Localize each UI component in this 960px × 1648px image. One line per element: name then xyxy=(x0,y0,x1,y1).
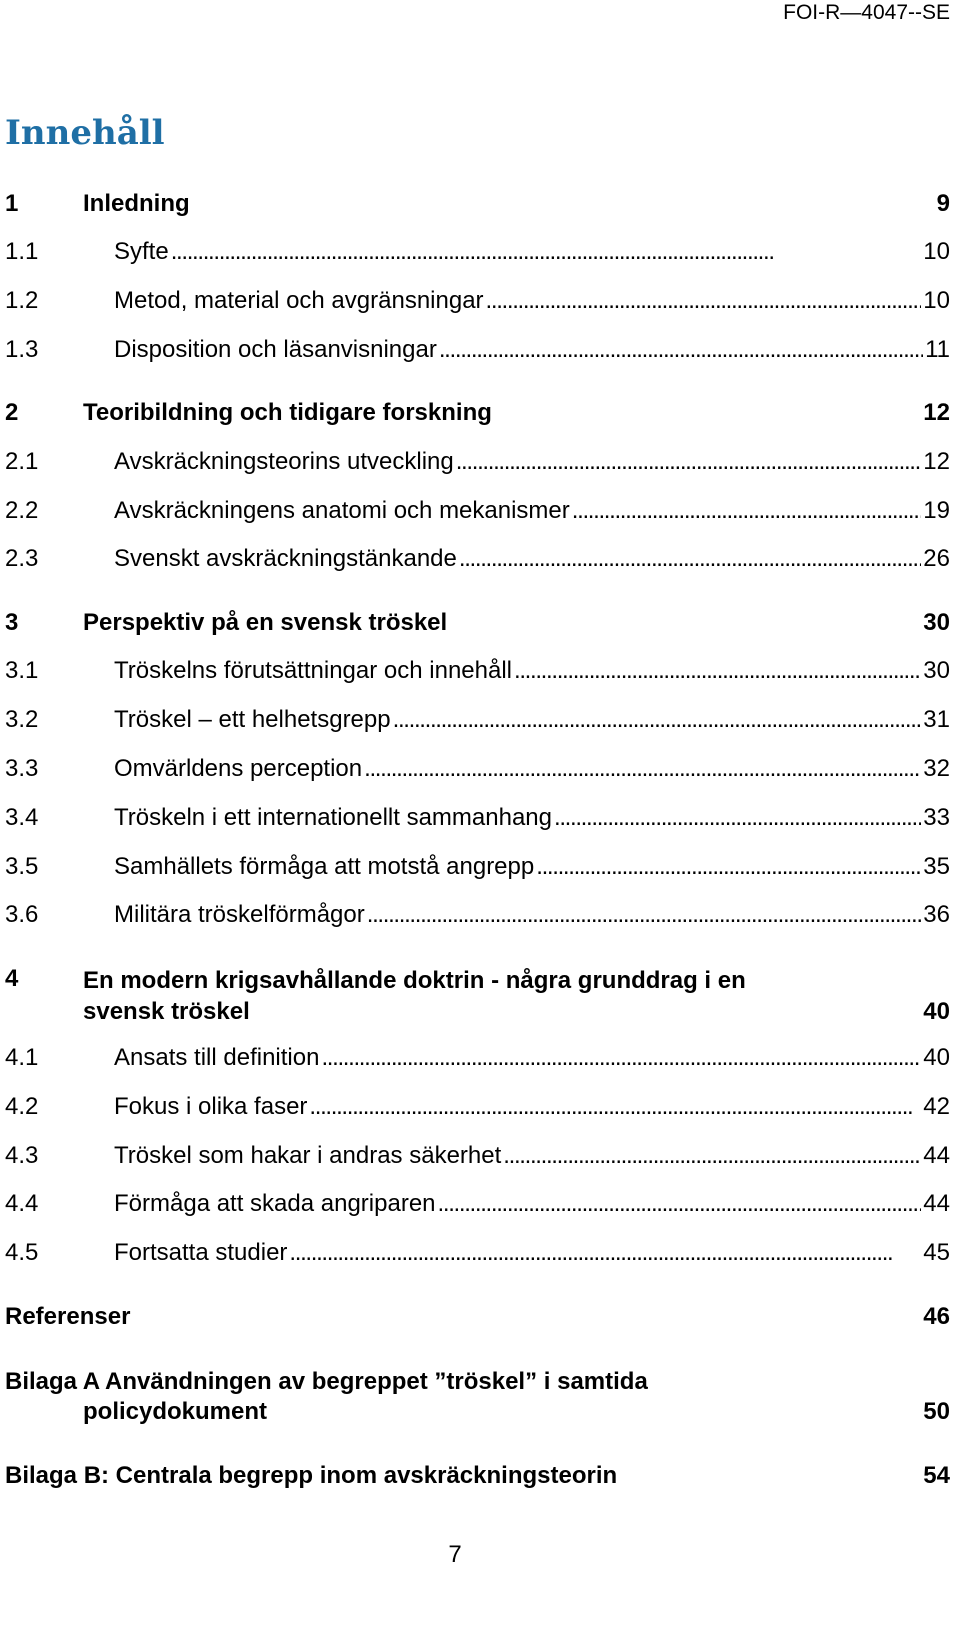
toc-label: Referenser xyxy=(5,1301,132,1333)
toc-page: 12 xyxy=(923,399,950,426)
toc-label: Ansats till definition xyxy=(114,1042,321,1074)
toc-label: Tröskeln i ett internationellt sammanhang xyxy=(114,802,554,834)
toc-label: Tröskel som hakar i andras säkerhet xyxy=(114,1140,503,1172)
toc-label: Svenskt avskräckningstänkande xyxy=(114,543,459,575)
toc-label: Förmåga att skada angriparen xyxy=(114,1188,438,1220)
toc-label: Samhällets förmåga att motstå angrepp xyxy=(114,851,536,883)
toc-leader xyxy=(503,1140,921,1172)
toc-number: 1.2 xyxy=(5,287,39,314)
toc-label: Perspektiv på en svensk tröskel xyxy=(83,607,449,639)
toc-leader xyxy=(439,334,923,366)
toc-leader xyxy=(171,236,922,268)
toc-leader xyxy=(459,543,921,575)
toc-label: Disposition och läsanvisningar xyxy=(114,334,439,366)
toc-page: 44 xyxy=(923,1190,950,1217)
toc-leader xyxy=(367,899,922,931)
toc-page: 31 xyxy=(923,706,950,733)
toc-page: 40 xyxy=(923,998,950,1025)
toc-label: Bilaga B: Centrala begrepp inom avskräckningsteorin xyxy=(5,1460,619,1492)
toc-page: 10 xyxy=(923,287,950,314)
toc-page: 12 xyxy=(923,448,950,475)
toc-page: 10 xyxy=(923,238,950,265)
toc-leader xyxy=(289,1237,921,1269)
toc-number: 4.2 xyxy=(5,1093,39,1120)
toc-number: 3.1 xyxy=(5,657,39,684)
page-number: 7 xyxy=(448,1541,462,1568)
toc-number: 2 xyxy=(5,399,19,426)
toc-leader xyxy=(514,655,921,687)
toc-page: 30 xyxy=(923,609,950,636)
toc-leader xyxy=(309,1091,921,1123)
toc-leader xyxy=(364,753,921,785)
toc-chapter-4[interactable] xyxy=(5,963,950,1027)
toc-number: 4.4 xyxy=(5,1190,39,1217)
toc-leader xyxy=(536,851,921,883)
toc-leader xyxy=(456,446,922,478)
toc-number: 4.1 xyxy=(5,1044,39,1071)
report-code: FOI-R—4047--SE xyxy=(783,1,950,24)
toc-page: 50 xyxy=(923,1398,950,1425)
toc-page: 30 xyxy=(923,657,950,684)
toc-number: 1 xyxy=(5,190,19,217)
toc-leader xyxy=(486,285,922,317)
toc-page: 26 xyxy=(923,545,950,572)
toc-page: 11 xyxy=(925,336,950,363)
toc-number: 2.2 xyxy=(5,497,39,524)
toc-annex-a-line1[interactable]: Bilaga A Användningen av begreppet ”tröskel” i samtida xyxy=(5,1368,648,1395)
toc-label: En modern krigsavhållande doktrin - några grunddrag i en svensk tröskel xyxy=(83,965,825,1027)
toc-number: 1.1 xyxy=(5,238,39,265)
toc-page: 54 xyxy=(923,1462,950,1489)
toc-page: 40 xyxy=(923,1044,950,1071)
toc-page: 45 xyxy=(923,1239,950,1266)
toc-page: 33 xyxy=(923,804,950,831)
toc-label: Tröskel – ett helhetsgrepp xyxy=(114,704,393,736)
toc-page: 35 xyxy=(923,853,950,880)
toc-leader xyxy=(393,704,922,736)
toc-label: Tröskelns förutsättningar och innehåll xyxy=(114,655,514,687)
toc-label: policydokument xyxy=(83,1398,268,1425)
toc-annex-a-line2[interactable] xyxy=(83,1396,950,1428)
toc-page: 19 xyxy=(923,497,950,524)
toc-label: Syfte xyxy=(114,236,171,268)
toc-page: 36 xyxy=(923,901,950,928)
toc-page: 9 xyxy=(936,190,950,217)
toc-label: Militära tröskelförmågor xyxy=(114,899,367,931)
toc-number: 3.6 xyxy=(5,901,39,928)
toc-label: Teoribildning och tidigare forskning xyxy=(83,397,494,429)
toc-number: 4.3 xyxy=(5,1142,39,1169)
page-title: Innehåll xyxy=(5,113,165,153)
toc-page: 42 xyxy=(923,1093,950,1120)
toc-leader xyxy=(321,1042,921,1074)
toc-label: Omvärldens perception xyxy=(114,753,364,785)
toc-number: 3.3 xyxy=(5,755,39,782)
toc-page: 44 xyxy=(923,1142,950,1169)
toc-number: 3.5 xyxy=(5,853,39,880)
toc-number: 2.3 xyxy=(5,545,39,572)
toc-number: 3 xyxy=(5,609,19,636)
toc-label: Fortsatta studier xyxy=(114,1237,289,1269)
toc-number: 3.2 xyxy=(5,706,39,733)
toc-leader xyxy=(438,1188,922,1220)
toc-number: 3.4 xyxy=(5,804,39,831)
toc-number: 2.1 xyxy=(5,448,39,475)
toc-number: 4.5 xyxy=(5,1239,39,1266)
toc-page: 46 xyxy=(923,1303,950,1330)
toc-label: Metod, material och avgränsningar xyxy=(114,285,486,317)
toc-leader xyxy=(572,495,922,527)
toc-label: Fokus i olika faser xyxy=(114,1091,309,1123)
toc-label: Avskräckningens anatomi och mekanismer xyxy=(114,495,572,527)
toc-label: Avskräckningsteorins utveckling xyxy=(114,446,456,478)
toc-number: 4 xyxy=(5,965,19,992)
toc-page: 32 xyxy=(923,755,950,782)
toc-leader xyxy=(554,802,921,834)
toc-number: 1.3 xyxy=(5,336,39,363)
toc-label: Inledning xyxy=(83,188,192,220)
